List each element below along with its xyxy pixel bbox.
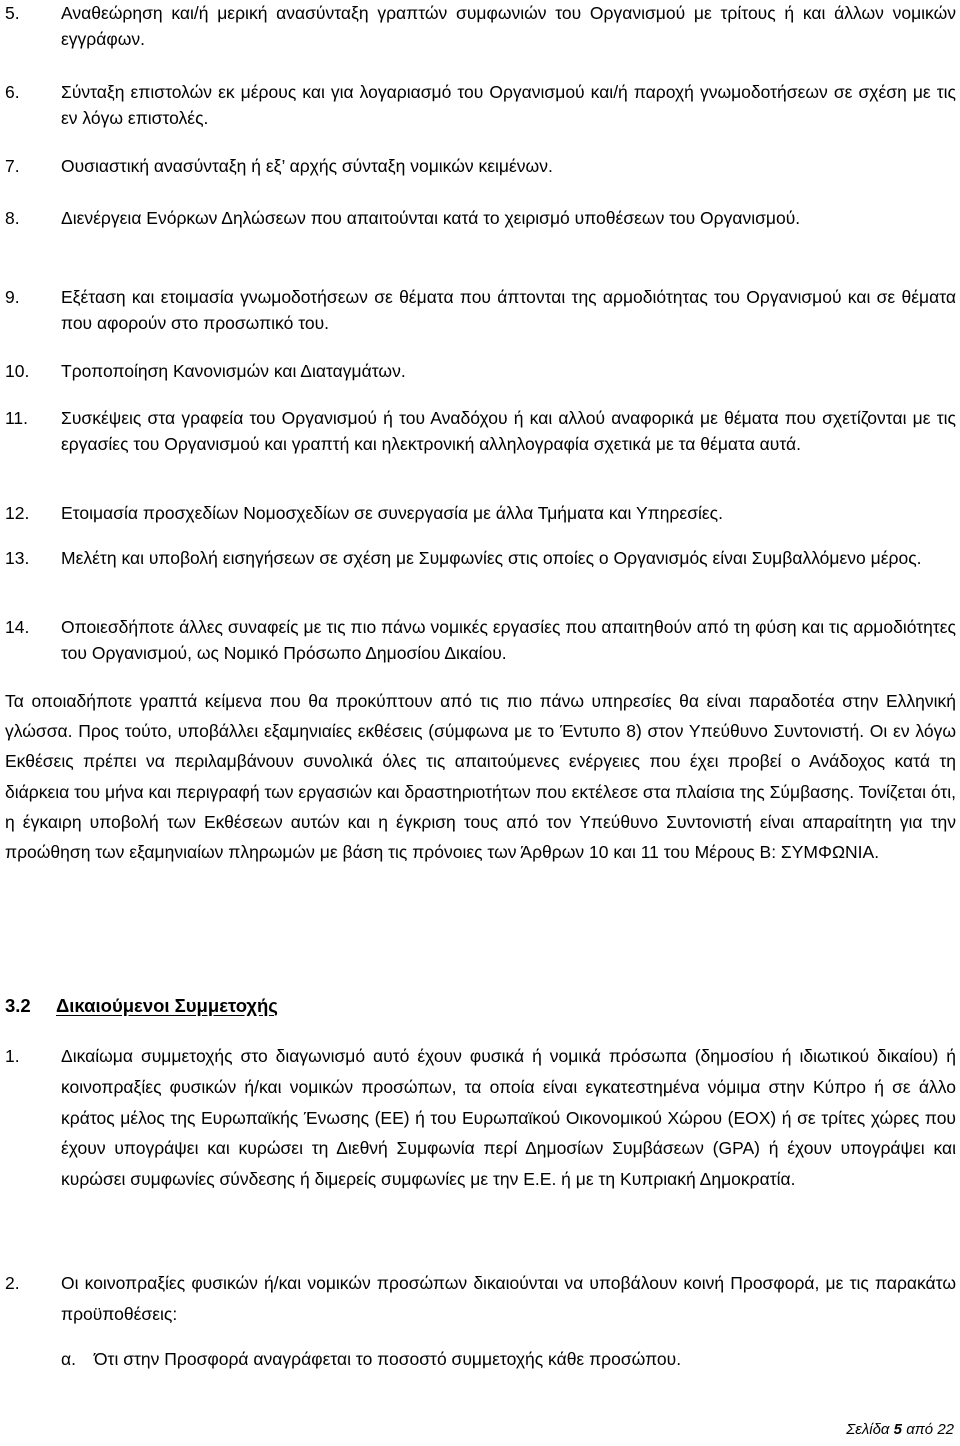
list-item-text: Ετοιμασία προσχεδίων Νομοσχεδίων σε συνεργασία με άλλα Τμήματα και Υπηρεσίες. (61, 503, 723, 523)
page-label: Σελίδα (846, 1421, 890, 1438)
list-item-text: Μελέτη και υποβολή εισηγήσεων σε σχέση με Συμφωνίες στις οποίες ο Οργανισμός είναι Συμβαλλόμενο μέρος. (61, 548, 922, 568)
list-item-text: Εξέταση και ετοιμασία γνωμοδοτήσεων σε θέματα που άπτονται της αρμοδιότητας του Οργανισμού και σε θέματα που αφορούν στο προσωπικό του. (61, 287, 956, 333)
list-item-number: 14. (5, 617, 30, 637)
list-item-text: Διενέργεια Ενόρκων Δηλώσεων που απαιτούνται κατά το χειρισμό υποθέσεων του Οργανισμού. (61, 208, 801, 228)
list-item-number: 6. (5, 82, 20, 102)
list-item-text: Τροποποίηση Κανονισμών και Διαταγμάτων. (61, 361, 406, 381)
list-item-text: Συσκέψεις στα γραφεία του Οργανισμού ή του Αναδόχου ή και αλλού αναφορικά με θέματα που σχετίζονται με τις εργασίες του Οργανισμού και γραπτή και ηλεκτρονική αλληλογραφία σχετικά με τα θέματα αυτά. (61, 408, 956, 454)
sub-list-item-text: Ότι στην Προσφορά αναγράφεται το ποσοστό συμμετοχής κάθε προσώπου. (94, 1349, 682, 1369)
list-item-text: Αναθεώρηση και/ή μερική ανασύνταξη γραπτών συμφωνιών του Οργανισμού με τρίτους ή και άλλων νομικών εγγράφων. (61, 3, 956, 49)
list-item-number: 2. (5, 1273, 20, 1293)
list-item-number: 7. (5, 156, 20, 176)
list-item-number: 8. (5, 208, 20, 228)
sub-list-item-letter: α. (61, 1349, 76, 1369)
list-item-text: Ουσιαστική ανασύνταξη ή εξ’ αρχής σύνταξη νομικών κειμένων. (61, 156, 553, 176)
section-title: Δικαιούμενοι Συμμετοχής (56, 995, 278, 1016)
section-number: 3.2 (5, 995, 31, 1016)
list-item-number: 1. (5, 1046, 20, 1066)
page-footer (846, 1420, 954, 1440)
list-item-number: 11. (5, 408, 29, 428)
list-item-number: 12. (5, 503, 30, 523)
page-number: 5 (893, 1421, 903, 1438)
list-item-text: Σύνταξη επιστολών εκ μέρους και για λογαριασμό του Οργανισμού και/ή παροχή γνωμοδοτήσεων σε σχέση με τις εν λόγω επιστολές. (61, 82, 956, 128)
list-item-text: Οποιεσδήποτε άλλες συναφείς με τις πιο πάνω νομικές εργασίες που απαιτηθούν από τη φύση και τις αρμοδιότητες του Οργανισμού, ως Νομικό Πρόσωπο Δημοσίου Δικαίου. (61, 617, 956, 663)
of-label: από (906, 1421, 934, 1438)
list-item-text: Οι κοινοπραξίες φυσικών ή/και νομικών προσώπων δικαιούνται να υποβάλουν κοινή Προσφορά, με τις παρακάτω προϋποθέσεις: (61, 1273, 956, 1324)
list-item-number: 9. (5, 287, 20, 307)
section-heading (5, 993, 278, 1019)
list-item-number: 10. (5, 361, 30, 381)
total-pages: 22 (937, 1421, 954, 1438)
list-item-text: Δικαίωμα συμμετοχής στο διαγωνισμό αυτό έχουν φυσικά ή νομικά πρόσωπα (δημοσίου ή ιδιωτικού δικαίου) ή κοινοπραξίες φυσικών ή/και νομικών προσώπων, τα οποία είναι εγκατεστημένα νόμιμα στην Κύπρο ή σε άλλο κράτος μέλος της Ευρωπαϊκής Ένωσης (ΕΕ) ή του Ευρωπαϊκού Οικονομικού Χώρου (ΕΟΧ) ή σε τρίτες χώρες που έχουν υπογράψει και κυρώσει τη Διεθνή Συμφωνία περί Δημοσίων Συμβάσεων (GPA) ή έχουν υπογράψει και κυρώσει συμφωνίες σύνδεσης ή διμερείς συμφωνίες με την Ε.Ε. ή με τη Κυπριακή Δημοκρατία. (61, 1046, 956, 1190)
list-item-number: 13. (5, 548, 30, 568)
body-paragraph: Τα οποιαδήποτε γραπτά κείμενα που θα προκύπτουν από τις πιο πάνω υπηρεσίες θα είναι παραδοτέα στην Ελληνική γλώσσα. Προς τούτο, υποβάλλει εξαμηνιαίες εκθέσεις (σύμφωνα με το Έντυπο 8) στον Υπεύθυνο Συντονιστή. Οι εν λόγω Εκθέσεις πρέπει να περιλαμβάνουν συνολικά όλες τις απαιτούμενες ενέργειες που έχει προβεί ο Ανάδοχος κατά τη διάρκεια του μήνα και περιγραφή των εργασιών και δραστηριοτήτων που εκτέλεσε στα πλαίσια της Σύμβασης. Τονίζεται ότι, η έγκαιρη υποβολή των Εκθέσεων αυτών και η έγκριση τους από τον Υπεύθυνο Συντονιστή είναι απαραίτητη για την προώθηση των εξαμηνιαίων πληρωμών με βάση τις πρόνοιες των Άρθρων 10 και 11 του Μέρους Β: ΣΥΜΦΩΝΙΑ. (5, 691, 956, 863)
list-item-number: 5. (5, 3, 20, 23)
